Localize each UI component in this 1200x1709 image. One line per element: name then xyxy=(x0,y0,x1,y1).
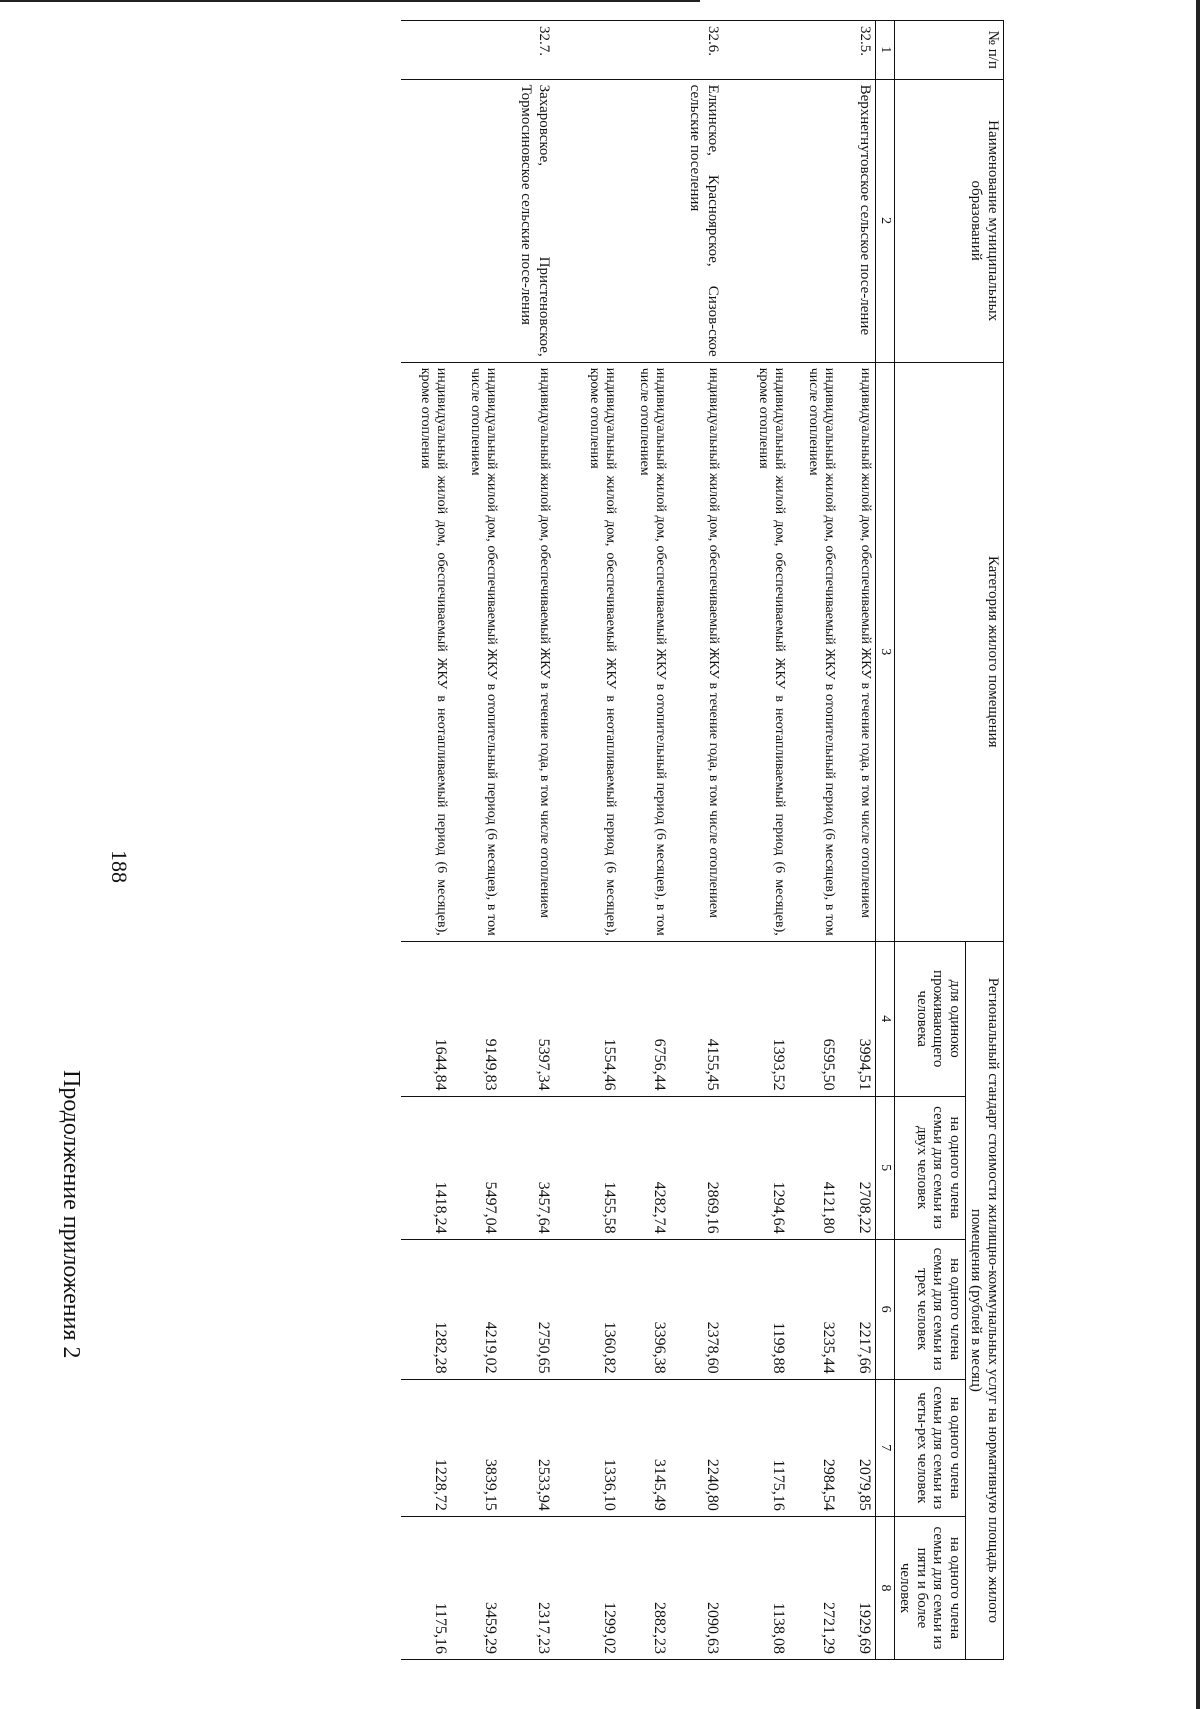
cost-value: 3145,49 xyxy=(620,1379,670,1516)
row-number: 32.5. xyxy=(839,21,876,80)
cost-value: 2533,94 xyxy=(501,1379,570,1516)
cost-value: 2708,22 xyxy=(839,1096,876,1239)
municipality-name: Верхнегнутовское сельское посе-ление xyxy=(839,79,876,362)
cost-value: 5397,34 xyxy=(501,941,570,1096)
header-sub-4: на одного члена семьи для семьи из четы-рех человек xyxy=(895,1379,966,1516)
tariff-table xyxy=(401,20,1004,1660)
row-number xyxy=(789,21,839,80)
cost-value: 2079,85 xyxy=(839,1379,876,1516)
cost-value: 1554,46 xyxy=(570,941,620,1096)
cost-value: 1455,58 xyxy=(570,1096,620,1239)
column-number-row xyxy=(876,21,895,1660)
housing-category: индивидуальный жилой дом, обеспечиваемый ЖКУ в неотапливаемый период (6 месяцев), кроме отопления xyxy=(739,362,789,941)
cost-value: 2090,63 xyxy=(670,1516,739,1659)
cost-value: 1294,64 xyxy=(739,1096,789,1239)
municipality-name xyxy=(401,79,451,362)
cost-value: 1175,16 xyxy=(401,1516,451,1659)
column-number: 1 xyxy=(876,21,895,80)
cost-value: 4155,45 xyxy=(670,941,739,1096)
column-number: 4 xyxy=(876,941,895,1096)
table-row xyxy=(789,21,839,1660)
row-number xyxy=(620,21,670,80)
cost-value: 3457,64 xyxy=(501,1096,570,1239)
column-number: 7 xyxy=(876,1379,895,1516)
cost-value: 2240,80 xyxy=(670,1379,739,1516)
housing-category: индивидуальный жилой дом, обеспечиваемый ЖКУ в неотапливаемый период (6 месяцев), кроме отопления xyxy=(570,362,620,941)
cost-value: 3839,15 xyxy=(451,1379,501,1516)
table-body xyxy=(401,21,876,1660)
row-number: 32.7. xyxy=(501,21,570,80)
table-row xyxy=(839,21,876,1660)
row-number xyxy=(401,21,451,80)
cost-value: 9149,83 xyxy=(451,941,501,1096)
scan-edge xyxy=(1196,0,1200,1709)
header-num: № п/п xyxy=(895,21,1004,80)
cost-value: 1336,10 xyxy=(570,1379,620,1516)
row-number xyxy=(739,21,789,80)
municipality-name xyxy=(451,79,501,362)
cost-value: 2217,66 xyxy=(839,1239,876,1379)
cost-value: 2984,54 xyxy=(789,1379,839,1516)
appendix-title: Продолжение приложения 2 xyxy=(58,1070,84,1359)
housing-category: индивидуальный жилой дом, обеспечиваемый ЖКУ в неотапливаемый период (6 месяцев), кроме отопления xyxy=(401,362,451,941)
cost-value: 1360,82 xyxy=(570,1239,620,1379)
page-number: 188 xyxy=(107,850,132,883)
cost-value: 2750,65 xyxy=(501,1239,570,1379)
cost-value: 2721,29 xyxy=(789,1516,839,1659)
cost-value: 2869,16 xyxy=(670,1096,739,1239)
column-number: 5 xyxy=(876,1096,895,1239)
cost-value: 1228,72 xyxy=(401,1379,451,1516)
cost-value: 2317,23 xyxy=(501,1516,570,1659)
header-sub-1: для одиноко проживающего человека xyxy=(895,941,966,1096)
municipality-name xyxy=(570,79,620,362)
cost-value: 1175,16 xyxy=(739,1379,789,1516)
header-name: Наименование муниципальных образований xyxy=(895,79,1004,362)
housing-category: индивидуальный жилой дом, обеспечиваемый ЖКУ в течение года, в том числе отоплением xyxy=(839,362,876,941)
row-number xyxy=(451,21,501,80)
table-row xyxy=(670,21,739,1660)
cost-value: 3235,44 xyxy=(789,1239,839,1379)
row-number: 32.6. xyxy=(670,21,739,80)
cost-value: 4121,80 xyxy=(789,1096,839,1239)
cost-value: 2882,23 xyxy=(620,1516,670,1659)
table-row xyxy=(620,21,670,1660)
cost-value: 1138,08 xyxy=(739,1516,789,1659)
row-number xyxy=(570,21,620,80)
header-group: Региональный стандарт стоимости жилищно-коммунальных услуг на нормативную площадь жилого помещения (рублей в месяц) xyxy=(966,941,1004,1659)
column-number: 8 xyxy=(876,1516,895,1659)
header-row-1 xyxy=(966,21,1004,1660)
municipality-name xyxy=(789,79,839,362)
cost-value: 1418,24 xyxy=(401,1096,451,1239)
table-row xyxy=(451,21,501,1660)
table-row xyxy=(739,21,789,1660)
cost-value: 1282,28 xyxy=(401,1239,451,1379)
cost-value: 1929,69 xyxy=(839,1516,876,1659)
housing-category: индивидуальный жилой дом, обеспечиваемый ЖКУ в отопительный период (6 месяцев), в том числе отоплением xyxy=(620,362,670,941)
housing-category: индивидуальный жилой дом, обеспечиваемый ЖКУ в течение года, в том числе отоплением xyxy=(670,362,739,941)
housing-category: индивидуальный жилой дом, обеспечиваемый ЖКУ в течение года, в том числе отоплением xyxy=(501,362,570,941)
cost-value: 1393,52 xyxy=(739,941,789,1096)
cost-value: 2378,60 xyxy=(670,1239,739,1379)
municipality-name: Захаровское, Пристеновское, Тормосиновское сельские посе-ления xyxy=(501,79,570,362)
municipality-name: Елкинское, Красноярское, Сизов-ское сельские поселения xyxy=(670,79,739,362)
table-row xyxy=(401,21,451,1660)
municipality-name xyxy=(739,79,789,362)
table-row xyxy=(570,21,620,1660)
cost-value: 3396,38 xyxy=(620,1239,670,1379)
housing-category: индивидуальный жилой дом, обеспечиваемый ЖКУ в отопительный период (6 месяцев), в том числе отоплением xyxy=(451,362,501,941)
column-number: 3 xyxy=(876,362,895,941)
cost-value: 4219,02 xyxy=(451,1239,501,1379)
header-sub-2: на одного члена семьи для семьи из двух человек xyxy=(895,1096,966,1239)
column-number: 6 xyxy=(876,1239,895,1379)
column-number: 2 xyxy=(876,79,895,362)
cost-value: 3459,29 xyxy=(451,1516,501,1659)
cost-value: 6595,50 xyxy=(789,941,839,1096)
cost-value: 5497,04 xyxy=(451,1096,501,1239)
cost-value: 3994,51 xyxy=(839,941,876,1096)
cost-value: 4282,74 xyxy=(620,1096,670,1239)
municipality-name xyxy=(620,79,670,362)
header-sub-5: на одного члена семьи для семьи из пяти и более человек xyxy=(895,1516,966,1659)
table-row xyxy=(501,21,570,1660)
housing-category: индивидуальный жилой дом, обеспечиваемый ЖКУ в отопительный период (6 месяцев), в том числе отоплением xyxy=(789,362,839,941)
cost-value: 1644,84 xyxy=(401,941,451,1096)
header-sub-3: на одного члена семьи для семьи из трех человек xyxy=(895,1239,966,1379)
cost-value: 6756,44 xyxy=(620,941,670,1096)
cost-value: 1299,02 xyxy=(570,1516,620,1659)
cost-value: 1199,88 xyxy=(739,1239,789,1379)
header-category: Категория жилого помещения xyxy=(895,362,1004,941)
